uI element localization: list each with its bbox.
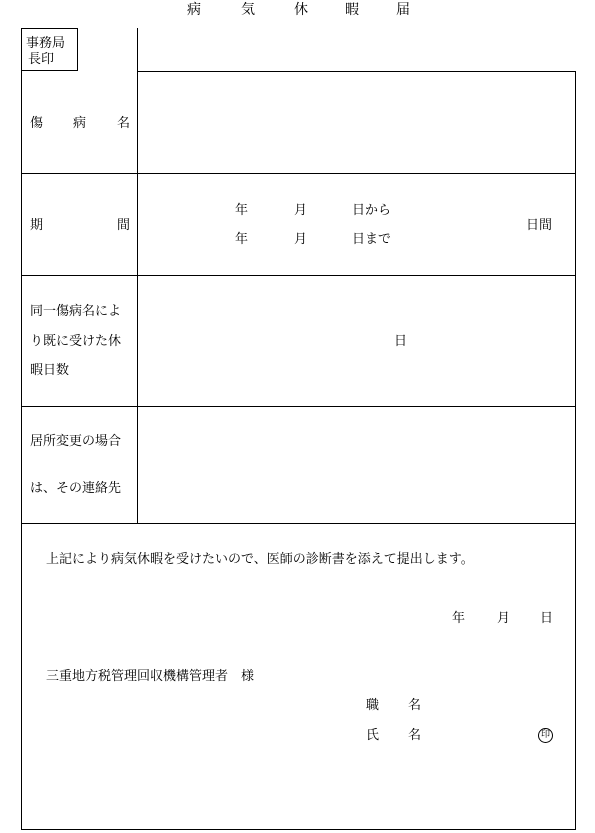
position-label-char-2: 名 bbox=[408, 698, 422, 713]
title-char-3: 休 bbox=[294, 2, 308, 18]
title-char-2: 気 bbox=[241, 2, 255, 18]
previous-label-line-2: り既に受けた休 bbox=[30, 334, 122, 349]
period-from-day: 日から bbox=[352, 203, 392, 218]
date-year: 年 bbox=[452, 611, 466, 626]
row-divider-4 bbox=[21, 523, 575, 524]
date-month: 月 bbox=[497, 611, 511, 626]
illness-label-char-2: 病 bbox=[73, 116, 87, 131]
residence-label-line-2: は、その連絡先 bbox=[30, 481, 122, 496]
table-left-border bbox=[21, 28, 22, 830]
previous-label-line-1: 同一傷病名によ bbox=[30, 304, 122, 319]
residence-label-line-1: 居所変更の場合 bbox=[30, 434, 122, 449]
previous-label-line-3: 暇日数 bbox=[30, 363, 70, 378]
period-from-year: 年 bbox=[235, 203, 249, 218]
stamp-label-line2: 長印 bbox=[28, 52, 55, 67]
seal-mark-icon: 印 bbox=[538, 728, 553, 743]
illness-label-char-3: 名 bbox=[117, 116, 131, 131]
illness-label-char-1: 傷 bbox=[30, 116, 44, 131]
position-label-char-1: 職 bbox=[366, 698, 380, 713]
name-label-char-2: 名 bbox=[408, 728, 422, 743]
residence-input-area[interactable] bbox=[138, 407, 574, 522]
recipient: 三重地方税管理回収機構管理者 様 bbox=[46, 669, 255, 684]
date-day: 日 bbox=[540, 611, 554, 626]
title-char-5: 届 bbox=[396, 2, 410, 18]
table-bottom-border bbox=[21, 829, 575, 830]
table-right-border bbox=[575, 71, 576, 830]
stamp-label-line1: 事務局 bbox=[26, 36, 66, 51]
period-label-char-2: 間 bbox=[117, 218, 131, 233]
row-divider-2 bbox=[21, 275, 575, 276]
period-label-char-1: 期 bbox=[30, 218, 44, 233]
row-divider-1 bbox=[21, 173, 575, 174]
period-days-unit: 日間 bbox=[526, 218, 553, 233]
stamp-label bbox=[26, 36, 76, 68]
name-label-char-1: 氏 bbox=[366, 728, 380, 743]
illness-input-area[interactable] bbox=[138, 72, 574, 172]
title-char-1: 病 bbox=[187, 2, 201, 18]
period-to-month: 月 bbox=[294, 232, 308, 247]
previous-days-unit: 日 bbox=[394, 334, 408, 349]
period-to-day: 日まで bbox=[352, 232, 392, 247]
title-char-4: 暇 bbox=[345, 2, 359, 18]
period-to-year: 年 bbox=[235, 232, 249, 247]
period-from-month: 月 bbox=[294, 203, 308, 218]
statement-text: 上記により病気休暇を受けたいので、医師の診断書を添えて提出します。 bbox=[46, 552, 474, 567]
